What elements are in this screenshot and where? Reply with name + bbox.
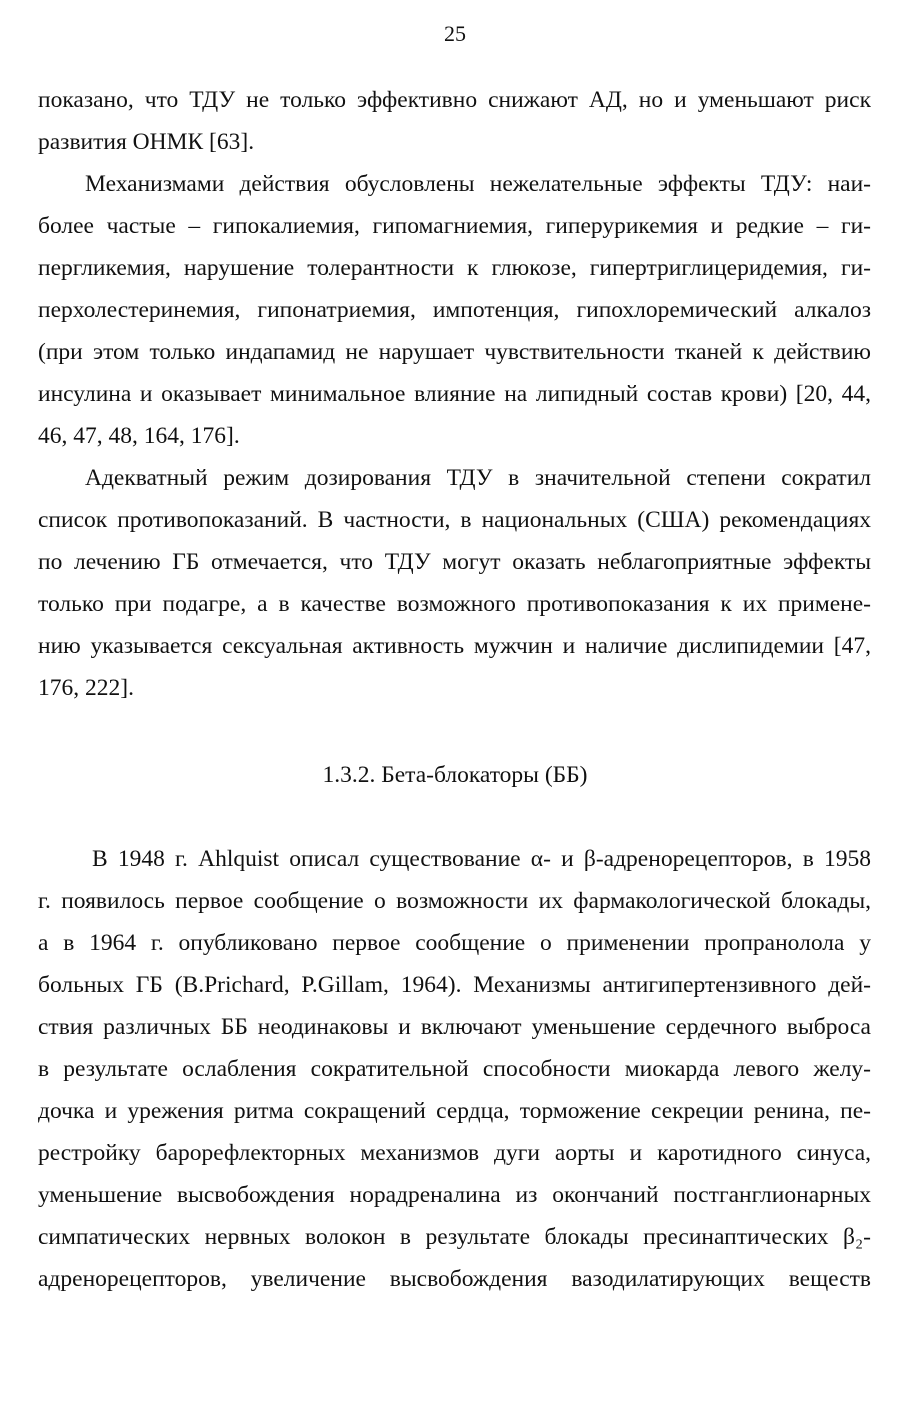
section-heading: 1.3.2. Бета-блокаторы (ББ)	[322, 762, 588, 788]
paragraph-3-line-4: только при подагре, а в качестве возможного противопоказания к их примене-	[38, 591, 871, 617]
paragraph-2-line-2: более частые – гипокалиемия, гипомагниемия, гиперурикемия и редкие – ги-	[38, 213, 871, 239]
page-number: 25	[444, 21, 466, 46]
paragraph-4-line-2: г. появилось первое сообщение о возможности их фармакологической блокады,	[38, 888, 871, 914]
paragraph-3-line-2: список противопоказаний. В частности, в национальных (США) рекомендациях	[38, 507, 871, 533]
paragraph-4-line-11: адренорецепторов, увеличение высвобождения вазодилатирующих веществ	[38, 1266, 871, 1292]
paragraph-2-line-3: пергликемия, нарушение толерантности к глюкозе, гипертриглицеридемия, ги-	[38, 255, 871, 281]
paragraph-4-line-1: В 1948 г. Ahlquist описал существование α- и β-адренорецепторов, в 1958	[92, 846, 871, 872]
paragraph-2-line-7: 46, 47, 48, 164, 176].	[38, 423, 240, 449]
paragraph-4-line-10: симпатических нервных волокон в результате блокады пресинаптических β₂-	[38, 1224, 871, 1250]
paragraph-3-line-6: 176, 222].	[38, 675, 134, 701]
paragraph-4-line-4: больных ГБ (B.Prichard, P.Gillam, 1964). Механизмы антигипертензивного дей-	[38, 972, 871, 998]
paragraph-3-line-1: Адекватный режим дозирования ТДУ в значительной степени сократил	[85, 465, 871, 491]
paragraph-4-line-6: в результате ослабления сократительной способности миокарда левого желу-	[38, 1056, 871, 1082]
paragraph-2-line-4: перхолестеринемия, гипонатриемия, импотенция, гипохлоремический алкалоз	[38, 297, 871, 323]
paragraph-2-line-1: Механизмами действия обусловлены нежелательные эффекты ТДУ: наи-	[85, 171, 871, 197]
paragraph-4-line-3: а в 1964 г. опубликовано первое сообщение о применении пропранолола у	[38, 930, 871, 956]
paragraph-2-line-5: (при этом только индапамид не нарушает чувствительности тканей к действию	[38, 339, 871, 365]
paragraph-3-line-3: по лечению ГБ отмечается, что ТДУ могут оказать неблагоприятные эффекты	[38, 549, 871, 575]
paragraph-1-line-1: показано, что ТДУ не только эффективно снижают АД, но и уменьшают риск	[38, 87, 871, 113]
paragraph-4-line-9: уменьшение высвобождения норадреналина из окончаний постганглионарных	[38, 1182, 871, 1208]
paragraph-1-line-2: развития ОНМК [63].	[38, 129, 255, 155]
paragraph-4-line-7: дочка и урежения ритма сокращений сердца, торможение секреции ренина, пе-	[38, 1098, 871, 1124]
paragraph-3-line-5: нию указывается сексуальная активность мужчин и наличие дислипидемии [47,	[38, 633, 871, 659]
paragraph-4-line-5: ствия различных ББ неодинаковы и включают уменьшение сердечного выброса	[38, 1014, 871, 1040]
paragraph-2-line-6: инсулина и оказывает минимальное влияние на липидный состав крови) [20, 44,	[38, 381, 871, 407]
paragraph-4-line-8: рестройку барорефлекторных механизмов дуги аорты и каротидного синуса,	[38, 1140, 871, 1166]
